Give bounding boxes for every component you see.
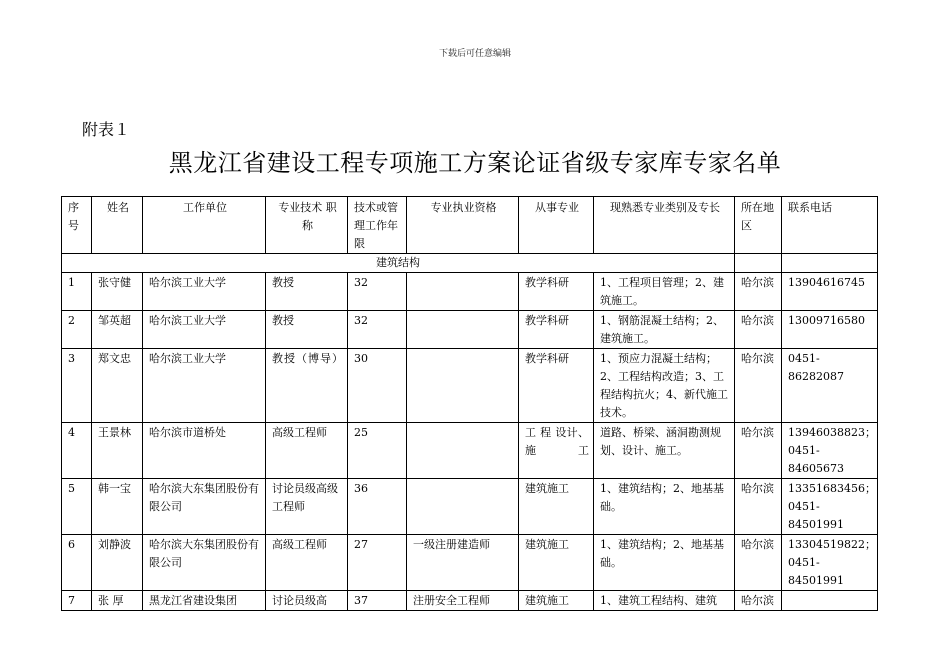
attachment-label: 附表１ [82, 120, 131, 139]
cell-unit: 哈尔滨市道桥处 [143, 423, 266, 479]
cell-region: 哈尔滨 [735, 535, 782, 591]
cell-years: 37 [348, 591, 407, 611]
table-row [62, 591, 878, 611]
col-header-unit: 工作单位 [143, 197, 266, 254]
cell-no: 7 [62, 591, 92, 611]
cell-name: 邹英超 [92, 311, 143, 349]
cell-phone: 13351683456；0451-84501991 [782, 479, 878, 535]
table-row [62, 311, 878, 349]
cell-years: 25 [348, 423, 407, 479]
cell-unit: 哈尔滨工业大学 [143, 349, 266, 423]
cell-region: 哈尔滨 [735, 273, 782, 311]
cell-region: 哈尔滨 [735, 423, 782, 479]
table-row [62, 423, 878, 479]
cell-title: 讨论员级高级工程师 [266, 479, 348, 535]
cell-phone [782, 591, 878, 611]
cell-years: 32 [348, 273, 407, 311]
table-row [62, 273, 878, 311]
table-row [62, 349, 878, 423]
cell-region: 哈尔滨 [735, 349, 782, 423]
table-header-row [62, 197, 878, 254]
cell-title: 讨论员级高 [266, 591, 348, 611]
cell-years: 27 [348, 535, 407, 591]
section-empty-cell [735, 254, 782, 273]
col-header-phone: 联系电话 [782, 197, 878, 254]
cell-phone: 0451-86282087 [782, 349, 878, 423]
cell-title: 教授（博导） [266, 349, 348, 423]
cell-field: 建筑施工 [519, 591, 594, 611]
cell-region: 哈尔滨 [735, 311, 782, 349]
cell-no: 3 [62, 349, 92, 423]
col-header-years: 技术或管理工作年限 [348, 197, 407, 254]
cell-qualification [407, 349, 519, 423]
cell-phone: 13304519822；0451-84501991 [782, 535, 878, 591]
cell-field: 教学科研 [519, 311, 594, 349]
cell-expertise: 1、钢筋混凝土结构；2、建筑施工。 [594, 311, 735, 349]
cell-expertise: 道路、桥梁、涵洞勘测规划、设计、施工。 [594, 423, 735, 479]
cell-unit: 哈尔滨大东集团股份有限公司 [143, 479, 266, 535]
cell-unit: 哈尔滨工业大学 [143, 273, 266, 311]
expert-table [61, 196, 878, 611]
cell-region: 哈尔滨 [735, 479, 782, 535]
section-empty-cell [782, 254, 878, 273]
cell-no: 1 [62, 273, 92, 311]
cell-name: 张 厚 [92, 591, 143, 611]
cell-qualification: 注册安全工程师 [407, 591, 519, 611]
cell-field: 建筑施工 [519, 479, 594, 535]
cell-phone: 13946038823；0451-84605673 [782, 423, 878, 479]
cell-name: 张守健 [92, 273, 143, 311]
cell-qualification [407, 273, 519, 311]
cell-field: 工 程 设计、施工 [519, 423, 594, 479]
cell-years: 36 [348, 479, 407, 535]
cell-title: 高级工程师 [266, 535, 348, 591]
cell-title: 教授 [266, 273, 348, 311]
col-header-field: 从事专业 [519, 197, 594, 254]
col-header-expertise: 现熟悉专业类别及专长 [594, 197, 735, 254]
cell-qualification [407, 423, 519, 479]
col-header-name: 姓名 [92, 197, 143, 254]
cell-expertise: 1、建筑工程结构、建筑 [594, 591, 735, 611]
cell-years: 30 [348, 349, 407, 423]
cell-expertise: 1、建筑结构；2、地基基础。 [594, 535, 735, 591]
document-title: 黑龙江省建设工程专项施工方案论证省级专家库专家名单 [168, 149, 782, 177]
section-label: 建筑结构 [62, 254, 735, 273]
cell-no: 5 [62, 479, 92, 535]
col-header-no: 序号 [62, 197, 92, 254]
cell-region: 哈尔滨 [735, 591, 782, 611]
page-header-note: 下载后可任意编辑 [438, 49, 511, 59]
cell-title: 教授 [266, 311, 348, 349]
cell-field: 教学科研 [519, 273, 594, 311]
cell-name: 郑文忠 [92, 349, 143, 423]
cell-years: 32 [348, 311, 407, 349]
cell-no: 2 [62, 311, 92, 349]
cell-expertise: 1、预应力混凝土结构；2、工程结构改造；3、工程结构抗火；4、新代施工技术。 [594, 349, 735, 423]
cell-unit: 哈尔滨工业大学 [143, 311, 266, 349]
cell-phone: 13009716580 [782, 311, 878, 349]
cell-name: 韩一宝 [92, 479, 143, 535]
cell-expertise: 1、建筑结构；2、地基基础。 [594, 479, 735, 535]
cell-qualification: 一级注册建造师 [407, 535, 519, 591]
cell-qualification [407, 311, 519, 349]
cell-name: 王景林 [92, 423, 143, 479]
cell-unit: 黑龙江省建设集团 [143, 591, 266, 611]
col-header-title: 专业技术 职 称 [266, 197, 348, 254]
table-row [62, 535, 878, 591]
col-header-region: 所在地区 [735, 197, 782, 254]
cell-no: 4 [62, 423, 92, 479]
cell-expertise: 1、工程项目管理；2、建筑施工。 [594, 273, 735, 311]
section-row [62, 254, 878, 273]
cell-title: 高级工程师 [266, 423, 348, 479]
cell-phone: 13904616745 [782, 273, 878, 311]
cell-name: 刘静波 [92, 535, 143, 591]
table-row [62, 479, 878, 535]
cell-unit: 哈尔滨大东集团股份有限公司 [143, 535, 266, 591]
cell-qualification [407, 479, 519, 535]
cell-no: 6 [62, 535, 92, 591]
cell-field: 教学科研 [519, 349, 594, 423]
cell-field: 建筑施工 [519, 535, 594, 591]
col-header-qualification: 专业执业资格 [407, 197, 519, 254]
